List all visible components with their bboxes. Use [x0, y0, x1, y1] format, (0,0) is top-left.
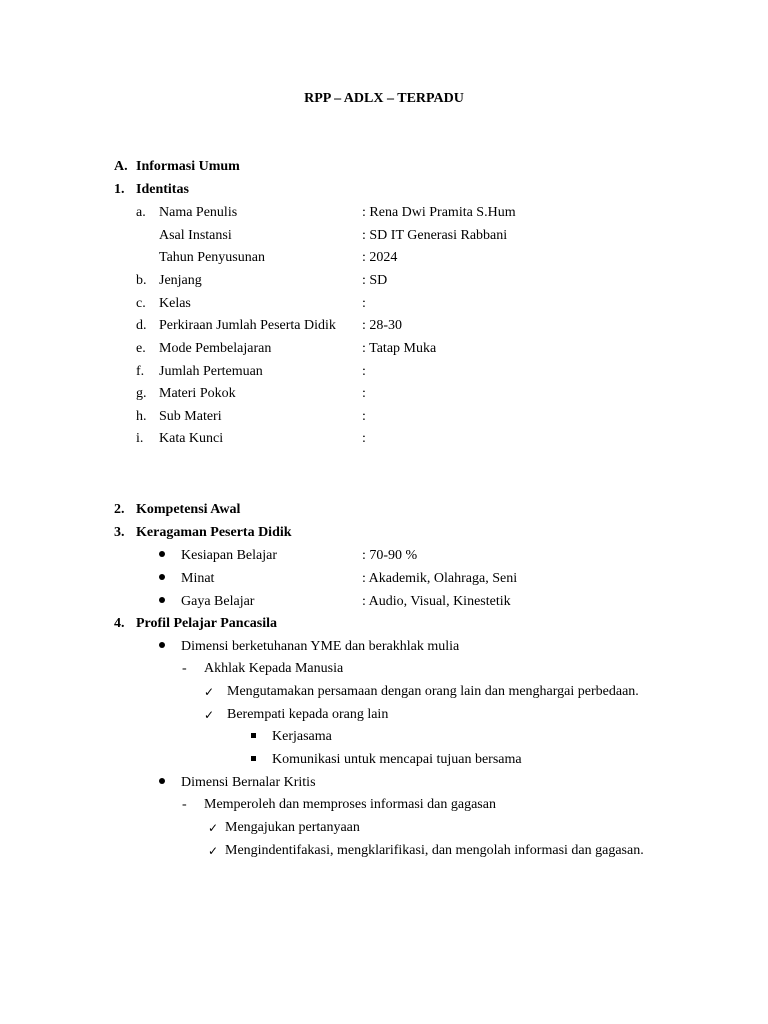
dimensi-1-label: Dimensi berketuhanan YME dan berakhlak mulia — [181, 639, 460, 654]
bullet-icon — [159, 778, 165, 784]
dimensi-2-label: Dimensi Bernalar Kritis — [181, 775, 316, 790]
identitas-row-label: Kata Kunci — [159, 431, 224, 446]
dimensi-1-square-item: Komunikasi untuk mencapai tujuan bersama — [272, 752, 522, 767]
section-2-marker: 2. — [114, 502, 125, 517]
identitas-row-label: Asal Instansi — [159, 228, 232, 243]
identitas-row-marker: c. — [136, 296, 146, 311]
dimensi-2-check-item: Mengajukan pertanyaan — [225, 820, 360, 835]
section-1-marker: 1. — [114, 182, 125, 197]
identitas-row-value: : SD — [362, 273, 388, 288]
identitas-row-marker: e. — [136, 341, 146, 356]
bullet-icon — [159, 642, 165, 648]
section-a-marker: A. — [114, 159, 128, 174]
dimensi-1-check-item: Mengutamakan persamaan dengan orang lain dan menghargai perbedaan. — [227, 684, 639, 699]
bullet-icon — [159, 597, 165, 603]
dash-marker: - — [182, 797, 187, 812]
identitas-row-label: Jenjang — [159, 273, 202, 288]
keragaman-item-value: : 70-90 % — [362, 548, 418, 563]
section-4-marker: 4. — [114, 616, 125, 631]
dimensi-2-check-item: Mengindentifakasi, mengklarifikasi, dan mengolah informasi dan gagasan. — [225, 843, 644, 858]
dash-marker: - — [182, 661, 187, 676]
bullet-icon — [159, 574, 165, 580]
dimensi-1-check-item: Berempati kepada orang lain — [227, 707, 389, 722]
section-2-heading: Kompetensi Awal — [136, 502, 241, 517]
identitas-row-label: Materi Pokok — [159, 386, 236, 401]
section-4-heading: Profil Pelajar Pancasila — [136, 616, 278, 631]
identitas-row-label: Mode Pembelajaran — [159, 341, 272, 356]
section-3-marker: 3. — [114, 525, 125, 540]
identitas-row-value: : — [362, 386, 366, 401]
identitas-row-marker: b. — [136, 273, 147, 288]
identitas-row-label: Sub Materi — [159, 409, 222, 424]
identitas-row-marker: i. — [136, 431, 144, 446]
identitas-row-marker: f. — [136, 364, 145, 379]
identitas-row-label: Kelas — [159, 296, 191, 311]
identitas-row-value: : 2024 — [362, 250, 398, 265]
identitas-row-value: : — [362, 296, 366, 311]
dimensi-1-square-item: Kerjasama — [272, 729, 332, 744]
identitas-row-label: Jumlah Pertemuan — [159, 364, 263, 379]
identitas-row-marker: h. — [136, 409, 147, 424]
identitas-row-value: : — [362, 431, 366, 446]
keragaman-item-label: Minat — [181, 571, 215, 586]
identitas-row-value: : — [362, 364, 366, 379]
section-a-heading: Informasi Umum — [136, 159, 240, 174]
identitas-row-marker: d. — [136, 318, 147, 333]
identitas-row-label: Nama Penulis — [159, 205, 238, 220]
keragaman-item-label: Gaya Belajar — [181, 594, 255, 609]
keragaman-item-label: Kesiapan Belajar — [181, 548, 278, 563]
identitas-row-value: : Rena Dwi Pramita S.Hum — [362, 205, 516, 220]
square-bullet-icon — [251, 733, 256, 738]
identitas-row-value: : Tatap Muka — [362, 341, 437, 356]
identitas-row-value: : SD IT Generasi Rabbani — [362, 228, 508, 243]
bullet-icon — [159, 551, 165, 557]
document-title: RPP – ADLX – TERPADU — [304, 91, 464, 106]
identitas-row-label: Tahun Penyusunan — [159, 250, 265, 265]
dimensi-1-sub: Akhlak Kepada Manusia — [204, 661, 344, 676]
identitas-row-marker: g. — [136, 386, 147, 401]
check-mark-icon: ✓ — [208, 844, 219, 858]
identitas-row-marker: a. — [136, 205, 146, 220]
section-1-heading: Identitas — [136, 182, 189, 197]
identitas-row-label: Perkiraan Jumlah Peserta Didik — [159, 318, 336, 333]
identitas-row-value: : 28-30 — [362, 318, 403, 333]
check-mark-icon: ✓ — [204, 708, 215, 722]
dimensi-2-sub: Memperoleh dan memproses informasi dan gagasan — [204, 797, 496, 812]
section-3-heading: Keragaman Peserta Didik — [136, 525, 292, 540]
check-mark-icon: ✓ — [208, 821, 219, 835]
keragaman-item-value: : Audio, Visual, Kinestetik — [362, 594, 511, 609]
square-bullet-icon — [251, 756, 256, 761]
identitas-row-value: : — [362, 409, 366, 424]
check-mark-icon: ✓ — [204, 685, 215, 699]
keragaman-item-value: : Akademik, Olahraga, Seni — [362, 571, 518, 586]
